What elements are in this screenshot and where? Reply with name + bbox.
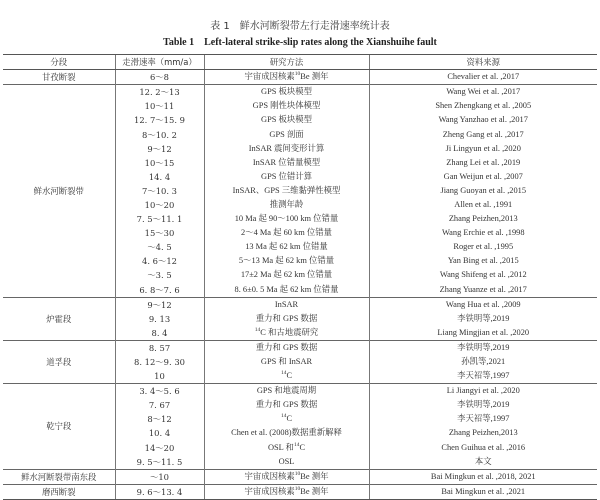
source-cell: Wang Hua et al. ,2009 xyxy=(369,297,597,312)
rate-cell: 7～10. 3 xyxy=(115,184,204,198)
method-cell xyxy=(204,85,369,100)
table-caption-chinese: 表 1 鲜水河断裂带左行走滑速率统计表 xyxy=(210,21,390,32)
method-text: 宇宙成因核素 xyxy=(244,486,295,496)
method-text-suffix: C xyxy=(299,442,306,452)
rate-cell: 14～20 xyxy=(115,441,204,455)
method-text: 推测年龄 xyxy=(269,199,304,209)
method-text: GPS 板块模型 xyxy=(261,115,312,125)
slip-rate-table xyxy=(3,54,597,500)
method-superscript: 10 xyxy=(294,470,301,477)
method-cell xyxy=(204,212,369,226)
method-text: 重力和 GPS 数据 xyxy=(255,342,318,352)
source-cell: Gan Weijun et al. ,2007 xyxy=(369,170,597,184)
method-cell xyxy=(204,355,369,369)
method-text: GPS 和 InSAR xyxy=(260,357,313,367)
method-text: 2～4 Ma 起 60 km 位错量 xyxy=(241,228,332,238)
method-text: 宇宙成因核素 xyxy=(244,471,295,481)
method-text: 17±2 Ma 起 62 km 位错量 xyxy=(240,270,333,280)
method-text: OSL 和 xyxy=(267,442,294,452)
header-method: 研究方法 xyxy=(204,55,369,70)
rate-cell: 8. 12～9. 30 xyxy=(115,355,204,369)
method-superscript: 14 xyxy=(254,326,261,333)
method-text: 重力和 GPS 数据 xyxy=(255,400,318,410)
method-text-suffix: Be 测年 xyxy=(300,471,329,481)
source-cell: Zhang Peizhen,2013 xyxy=(369,212,597,226)
rate-cell: 10. 4 xyxy=(115,426,204,440)
source-cell: Wang Erchie et al. ,1998 xyxy=(369,226,597,240)
rate-cell: ～10 xyxy=(115,469,204,484)
method-text-suffix: C 和古地震研究 xyxy=(260,327,319,337)
table-body xyxy=(3,70,597,500)
method-cell xyxy=(204,455,369,470)
source-cell: Li Jiangyi et al. ,2020 xyxy=(369,384,597,399)
method-cell xyxy=(204,412,369,426)
method-text: 重力和 GPS 数据 xyxy=(255,313,318,323)
header-segment: 分段 xyxy=(3,55,115,70)
source-cell: 孙凯等,2021 xyxy=(369,355,597,369)
rate-cell: 8. 4 xyxy=(115,326,204,341)
source-cell: Bai Mingkun et al. ,2018, 2021 xyxy=(369,469,597,484)
segment-cell: 炉霍段 xyxy=(3,297,115,340)
rate-cell: 10～15 xyxy=(115,156,204,170)
table-caption-english: Table 1 Left-lateral strike-slip rates along the Xianshuihe fault xyxy=(163,37,437,48)
segment-cell: 乾宁段 xyxy=(3,384,115,470)
method-text: 13 Ma 起 62 km 位错量 xyxy=(245,242,328,252)
rate-cell: 6. 8～7. 6 xyxy=(115,283,204,298)
source-cell: 李铁明等,2019 xyxy=(369,312,597,326)
method-cell xyxy=(204,254,369,268)
rate-cell: 12. 7～15. 9 xyxy=(115,113,204,127)
segment-cell: 道孚段 xyxy=(3,340,115,383)
method-text: 10 Ma 起 90～100 km 位错量 xyxy=(234,214,339,224)
rate-cell: 15～30 xyxy=(115,226,204,240)
method-cell xyxy=(204,268,369,282)
method-text: 5～13 Ma 起 62 km 位错量 xyxy=(238,256,335,266)
method-text-suffix: Be 测年 xyxy=(300,486,329,496)
source-cell: Zhang Yuanze et al. ,2017 xyxy=(369,283,597,298)
table-row xyxy=(3,484,597,499)
rate-cell: 6～8 xyxy=(115,70,204,85)
method-cell xyxy=(204,142,369,156)
rate-cell: 8. 57 xyxy=(115,340,204,355)
rate-cell: 9. 6～13. 4 xyxy=(115,484,204,499)
method-cell xyxy=(204,426,369,440)
method-cell xyxy=(204,369,369,384)
method-cell xyxy=(204,170,369,184)
rate-cell: 4. 6～12 xyxy=(115,254,204,268)
method-cell xyxy=(204,312,369,326)
method-cell xyxy=(204,127,369,141)
table-row xyxy=(3,469,597,484)
method-cell xyxy=(204,441,369,455)
source-cell: Allen et al. ,1991 xyxy=(369,198,597,212)
method-cell xyxy=(204,340,369,355)
method-text: InSAR 位错量模型 xyxy=(252,157,321,167)
source-cell: Wang Shifeng et al. ,2012 xyxy=(369,268,597,282)
method-cell xyxy=(204,198,369,212)
rate-cell: 7. 67 xyxy=(115,398,204,412)
rate-cell: 9. 5～11. 5 xyxy=(115,455,204,470)
method-cell xyxy=(204,240,369,254)
rate-cell: ～4. 5 xyxy=(115,240,204,254)
method-text-suffix: C xyxy=(286,414,293,424)
source-cell: Zhang Lei et al. ,2019 xyxy=(369,156,597,170)
rate-cell: 14. 4 xyxy=(115,170,204,184)
method-cell xyxy=(204,398,369,412)
method-cell xyxy=(204,484,369,499)
method-cell xyxy=(204,70,369,85)
method-cell xyxy=(204,156,369,170)
method-superscript: 14 xyxy=(280,370,287,377)
method-superscript: 10 xyxy=(294,71,301,78)
source-cell: 李铁明等,2019 xyxy=(369,398,597,412)
rate-cell: 9～12 xyxy=(115,297,204,312)
rate-cell: ～3. 5 xyxy=(115,268,204,282)
table-row xyxy=(3,70,597,85)
source-cell: Shen Zhengkang et al. ,2005 xyxy=(369,99,597,113)
method-cell xyxy=(204,469,369,484)
rate-cell: 10 xyxy=(115,369,204,384)
table-row xyxy=(3,340,597,355)
segment-cell: 磨西断裂 xyxy=(3,484,115,499)
source-cell: Chevalier et al. ,2017 xyxy=(369,70,597,85)
method-text-suffix: C xyxy=(286,371,293,381)
method-superscript: 10 xyxy=(294,485,301,492)
segment-cell: 鲜水河断裂带 xyxy=(3,85,115,297)
rate-cell: 10～20 xyxy=(115,198,204,212)
method-superscript: 14 xyxy=(280,413,287,420)
rate-cell: 9. 13 xyxy=(115,312,204,326)
method-text: 宇宙成因核素 xyxy=(244,72,295,82)
method-text: GPS 剖面 xyxy=(269,129,304,139)
method-cell xyxy=(204,99,369,113)
table-row xyxy=(3,384,597,399)
source-cell: Roger et al. ,1995 xyxy=(369,240,597,254)
method-cell xyxy=(204,226,369,240)
method-cell xyxy=(204,283,369,298)
method-cell xyxy=(204,113,369,127)
source-cell: 李天祒等,1997 xyxy=(369,369,597,384)
source-cell: Zheng Gang et al. ,2017 xyxy=(369,127,597,141)
table-header-row xyxy=(3,55,597,70)
method-text: InSAR、GPS 三维黏弹性模型 xyxy=(232,185,341,195)
method-text: GPS 和地震周期 xyxy=(256,386,317,396)
rate-cell: 3. 4～5. 6 xyxy=(115,384,204,399)
source-cell: Liang Mingjian et al. ,2020 xyxy=(369,326,597,341)
table-row xyxy=(3,85,597,100)
table-row xyxy=(3,297,597,312)
method-cell xyxy=(204,297,369,312)
source-cell: 李铁明等,2019 xyxy=(369,340,597,355)
source-cell: Ji Lingyun et al. ,2020 xyxy=(369,142,597,156)
method-text: GPS 板块模型 xyxy=(261,87,312,97)
source-cell: Yan Bing et al. ,2015 xyxy=(369,254,597,268)
segment-cell: 鲜水河断裂带南东段 xyxy=(3,469,115,484)
rate-cell: 10～11 xyxy=(115,99,204,113)
header-rate: 走滑速率（mm/a） xyxy=(115,55,204,70)
rate-cell: 7. 5～11. 1 xyxy=(115,212,204,226)
rate-cell: 9～12 xyxy=(115,142,204,156)
source-cell: Wang Yanzhao et al. ,2017 xyxy=(369,113,597,127)
method-cell xyxy=(204,384,369,399)
rate-cell: 8～10. 2 xyxy=(115,127,204,141)
method-superscript: 14 xyxy=(293,441,300,448)
method-cell xyxy=(204,326,369,341)
source-cell: Jiang Guoyan et al. ,2015 xyxy=(369,184,597,198)
source-cell: Wang Wei et al. ,2017 xyxy=(369,85,597,100)
source-cell: Bai Mingkun et al. ,2021 xyxy=(369,484,597,499)
segment-cell: 甘孜断裂 xyxy=(3,70,115,85)
method-text: 8. 6±0. 5 Ma 起 62 km 位错量 xyxy=(234,284,339,294)
source-cell: Zhang Peizhen,2013 xyxy=(369,426,597,440)
method-text: InSAR xyxy=(274,299,299,309)
method-cell xyxy=(204,184,369,198)
method-text: OSL xyxy=(278,456,295,466)
source-cell: 李天祒等,1997 xyxy=(369,412,597,426)
header-source: 资料来源 xyxy=(369,55,597,70)
method-text-suffix: Be 测年 xyxy=(300,72,329,82)
method-text: GPS 位错计算 xyxy=(261,171,312,181)
method-text: Chen et al. (2008)数据重新解释 xyxy=(231,428,342,438)
method-text: InSAR 震间变形计算 xyxy=(248,143,325,153)
rate-cell: 8～12 xyxy=(115,412,204,426)
source-cell: 本文 xyxy=(369,455,597,470)
source-cell: Chen Guihua et al. ,2016 xyxy=(369,441,597,455)
method-text: GPS 刚性块体模型 xyxy=(252,101,321,111)
rate-cell: 12. 2～13 xyxy=(115,85,204,100)
